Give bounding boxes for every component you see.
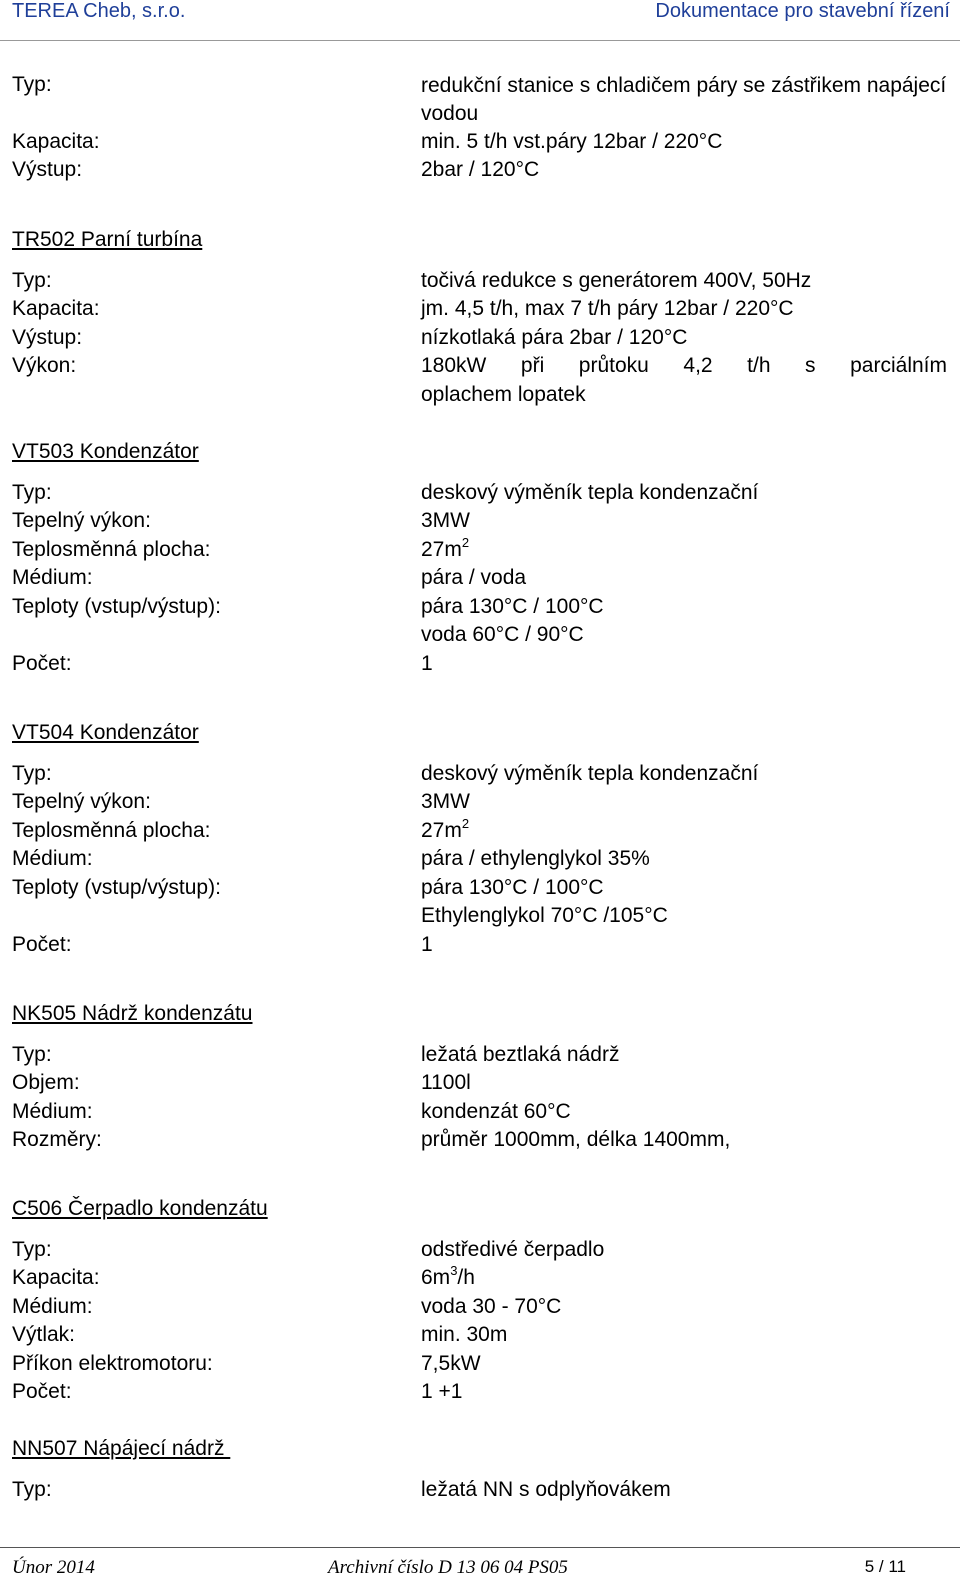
spec-value: jm. 4,5 t/h, max 7 t/h páry 12bar / 220°C (421, 297, 794, 320)
spec-label: Tepelný výkon: (12, 509, 151, 532)
spec-label: Počet: (12, 933, 72, 956)
footer-divider (0, 1547, 960, 1548)
footer-date: Únor 2014 (12, 1557, 95, 1578)
document-type: Dokumentace pro stavební řízení (655, 0, 950, 22)
spec-value: 1 (421, 933, 433, 956)
spec-value: min. 5 t/h vst.páry 12bar / 220°C (421, 130, 723, 153)
spec-label: Počet: (12, 1380, 72, 1403)
spec-label: Počet: (12, 652, 72, 675)
spec-label: Výkon: (12, 354, 77, 377)
spec-value: Ethylenglykol 70°C /105°C (421, 904, 668, 927)
spec-value: voda 30 - 70°C (421, 1295, 562, 1318)
spec-value: kondenzát 60°C (421, 1100, 571, 1123)
spec-value: odstředivé čerpadlo (421, 1238, 605, 1261)
spec-value: 180kW při průtoku 4,2 t/h s parciálním (421, 354, 947, 377)
spec-label: Teploty (vstup/výstup): (12, 595, 221, 618)
flow-unit: /h (457, 1266, 475, 1289)
spec-value: pára / voda (421, 566, 527, 589)
spec-value: min. 30m (421, 1323, 508, 1346)
spec-label: Typ: (12, 1478, 52, 1501)
page-footer (0, 1547, 960, 1584)
spec-label: Kapacita: (12, 1266, 100, 1289)
spec-value: deskový výměník tepla kondenzační (421, 762, 759, 785)
spec-label: Médium: (12, 1295, 93, 1318)
section-title-c506: C506 Čerpadlo kondenzátu (12, 1197, 268, 1220)
spec-label: Příkon elektromotoru: (12, 1352, 213, 1375)
spec-value: pára 130°C / 100°C (421, 876, 604, 899)
section-title-nn507: NN507 Nápájecí nádrž (12, 1437, 231, 1460)
spec-label: Výtlak: (12, 1323, 76, 1346)
superscript: 2 (461, 535, 470, 550)
spec-value: ležatá NN s odplyňovákem (421, 1478, 671, 1501)
spec-value: redukční stanice s chladičem páry se zástřikem napájecí vodou (421, 74, 947, 125)
spec-value (421, 537, 469, 563)
spec-value: pára / ethylenglykol 35% (421, 847, 650, 870)
spec-value: 1100l (421, 1071, 471, 1094)
spec-label: Typ: (12, 73, 52, 96)
spec-label: Kapacita: (12, 130, 100, 153)
section-title-nk505: NK505 Nádrž kondenzátu (12, 1002, 253, 1025)
spec-label: Tepelný výkon: (12, 790, 151, 813)
page-header (0, 0, 960, 44)
spec-label: Typ: (12, 1238, 52, 1261)
spec-value: voda 60°C / 90°C (421, 623, 584, 646)
spec-label: Rozměry: (12, 1128, 102, 1151)
section-title-vt504: VT504 Kondenzátor (12, 721, 199, 744)
spec-value: ležatá beztlaká nádrž (421, 1043, 620, 1066)
spec-value: 7,5kW (421, 1352, 481, 1375)
spec-label: Typ: (12, 1043, 52, 1066)
spec-label: Typ: (12, 269, 52, 292)
spec-value: oplachem lopatek (421, 383, 586, 406)
spec-label: Výstup: (12, 158, 83, 181)
spec-value: nízkotlaká pára 2bar / 120°C (421, 326, 688, 349)
section-title-vt503: VT503 Kondenzátor (12, 440, 199, 463)
spec-label: Teploty (vstup/výstup): (12, 876, 221, 899)
area-number: 27m (421, 538, 462, 561)
spec-value: 3MW (421, 509, 470, 532)
spec-label: Objem: (12, 1071, 80, 1094)
spec-value: točivá redukce s generátorem 400V, 50Hz (421, 269, 812, 292)
spec-value: 3MW (421, 790, 470, 813)
spec-value (421, 1265, 475, 1291)
spec-label: Kapacita: (12, 297, 100, 320)
spec-label: Médium: (12, 1100, 93, 1123)
footer-page-number: 5 / 11 (864, 1557, 906, 1576)
spec-label: Typ: (12, 762, 52, 785)
spec-label: Médium: (12, 847, 93, 870)
spec-value: 2bar / 120°C (421, 158, 540, 181)
spec-value: průměr 1000mm, délka 1400mm, (421, 1128, 731, 1151)
flow-number: 6m (421, 1266, 451, 1289)
superscript: 3 (450, 1263, 458, 1278)
header-divider (0, 40, 960, 41)
superscript: 2 (461, 816, 470, 831)
area-number: 27m (421, 819, 462, 842)
spec-label: Teplosměnná plocha: (12, 538, 211, 561)
spec-label: Typ: (12, 481, 52, 504)
spec-value: 1 (421, 652, 433, 675)
spec-value: deskový výměník tepla kondenzační (421, 481, 759, 504)
spec-value: 1 +1 (421, 1380, 463, 1403)
company-name: TEREA Cheb, s.r.o. (12, 0, 186, 22)
spec-label: Teplosměnná plocha: (12, 819, 211, 842)
spec-value: pára 130°C / 100°C (421, 595, 604, 618)
spec-label: Výstup: (12, 326, 83, 349)
section-title-tr502: TR502 Parní turbína (12, 228, 203, 251)
spec-value (421, 818, 469, 844)
footer-archive-number: Archivní číslo D 13 06 04 PS05 (328, 1557, 568, 1578)
spec-label: Médium: (12, 566, 93, 589)
